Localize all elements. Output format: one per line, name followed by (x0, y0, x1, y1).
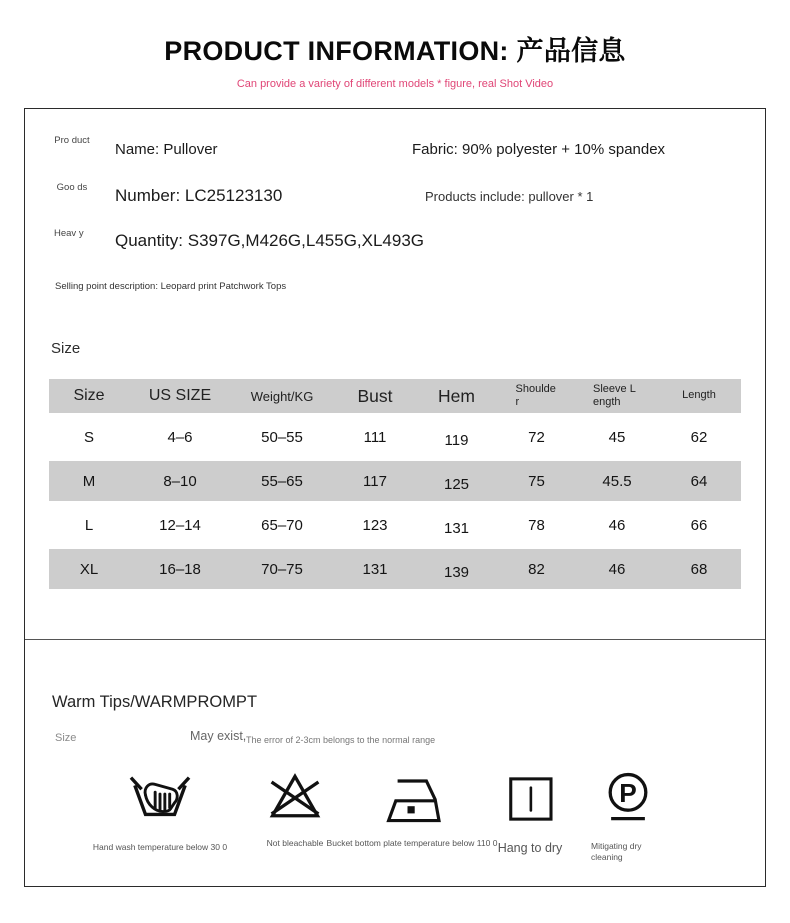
page-title: PRODUCT INFORMATION: 产品信息 (164, 36, 626, 66)
us-size-cell: 4–6 (167, 428, 193, 446)
size-cell: S (83, 428, 94, 446)
care-icon-label: Not bleachable (266, 838, 324, 848)
size-table-row-xl (49, 549, 741, 589)
size-table-header-bust: Bust (333, 379, 417, 413)
size-table-header-us-size: US SIZE (129, 379, 231, 413)
care-block-dry-clean (553, 767, 703, 863)
weight-row-label: Heav y (54, 228, 84, 239)
us-size-cell: 16–18 (129, 549, 231, 589)
size-table-header-sleeve-length: Sleeve Length (577, 379, 657, 413)
size-cell: M (49, 461, 129, 501)
warm-tips-size-label: Size (55, 732, 77, 744)
sleeve-length-cell: 46 (608, 516, 626, 534)
length-cell: 62 (690, 428, 708, 446)
sleeve-length-cell: 46 (577, 549, 657, 589)
shoulder-cell: 82 (496, 549, 577, 589)
weight-cell: 65–70 (261, 516, 303, 534)
svg-text:P: P (619, 777, 637, 808)
size-cell: XL (49, 549, 129, 589)
size-table-header-weight: Weight/KG (231, 379, 333, 413)
size-section-heading: Size (51, 340, 81, 357)
size-table (49, 375, 741, 593)
care-icon-label: Mitigating dry cleaning (591, 841, 642, 863)
warm-tips-note-detail: The error of 2-3cm belongs to the normal range (246, 735, 436, 745)
shoulder-cell: 78 (528, 516, 545, 534)
weight-cell: 50–55 (261, 428, 303, 446)
size-table-header-length: Length (657, 379, 741, 413)
iron-icon (383, 772, 441, 826)
product-fabric-value: Fabric: 90% polyester + 10% spandex (412, 141, 666, 158)
hem-cell: 119 (444, 432, 469, 449)
hem-cell: 131 (443, 520, 470, 537)
weight-cell: 70–75 (231, 549, 333, 589)
shoulder-cell: 72 (528, 428, 545, 446)
length-cell: 64 (657, 461, 741, 501)
hand-wash-icon (129, 764, 191, 830)
page-subtitle: Can provide a variety of different models * figure, real Shot Video (236, 78, 554, 90)
product-name-value: Name: Pullover (115, 141, 218, 158)
bust-cell: 131 (333, 549, 417, 589)
shoulder-cell: 75 (496, 461, 577, 501)
warm-tips-heading: Warm Tips/WARMPROMPT (52, 693, 258, 711)
section-divider (25, 639, 765, 640)
hang-dry-icon (502, 772, 558, 826)
product-info-panel (24, 108, 766, 887)
length-cell: 66 (690, 516, 708, 534)
size-table-header-size: Size (49, 379, 129, 413)
product-row-label: Pro duct (54, 135, 90, 146)
dry-clean-icon (598, 767, 658, 829)
care-icon-label: Bucket bottom plate temperature below 110 0 (326, 838, 498, 848)
goods-row-label: Goo ds (56, 182, 88, 193)
size-table-row-l (49, 505, 741, 545)
bust-cell: 117 (333, 461, 417, 501)
size-table-header-shoulder: Shoulder (496, 379, 577, 413)
hem-cell: 125 (417, 461, 496, 501)
us-size-cell: 8–10 (129, 461, 231, 501)
product-quantity-value: Quantity: S397G,M426G,L455G,XL493G (115, 231, 425, 250)
selling-point-description: Selling point description: Leopard print Patchwork Tops (55, 281, 287, 292)
sleeve-length-cell: 45.5 (577, 461, 657, 501)
products-include-value: Products include: pullover * 1 (425, 189, 594, 204)
warm-tips-note-main: May exist, (190, 729, 247, 743)
weight-cell: 55–65 (231, 461, 333, 501)
length-cell: 68 (657, 549, 741, 589)
sleeve-length-cell: 45 (608, 428, 626, 446)
size-table-header-hem: Hem (417, 379, 496, 413)
us-size-cell: 12–14 (159, 516, 201, 534)
care-icon-label: Hand wash temperature below 30 0 (92, 842, 228, 852)
care-icon-label: Hang to dry (497, 841, 563, 855)
bust-cell: 123 (362, 516, 388, 534)
hem-cell: 139 (417, 549, 496, 589)
bust-cell: 111 (363, 428, 387, 446)
size-table-header-row (49, 379, 741, 413)
size-cell: L (84, 516, 94, 534)
size-table-row-s (49, 417, 741, 457)
size-table-row-m (49, 461, 741, 501)
product-number-value: Number: LC25123130 (115, 186, 283, 205)
